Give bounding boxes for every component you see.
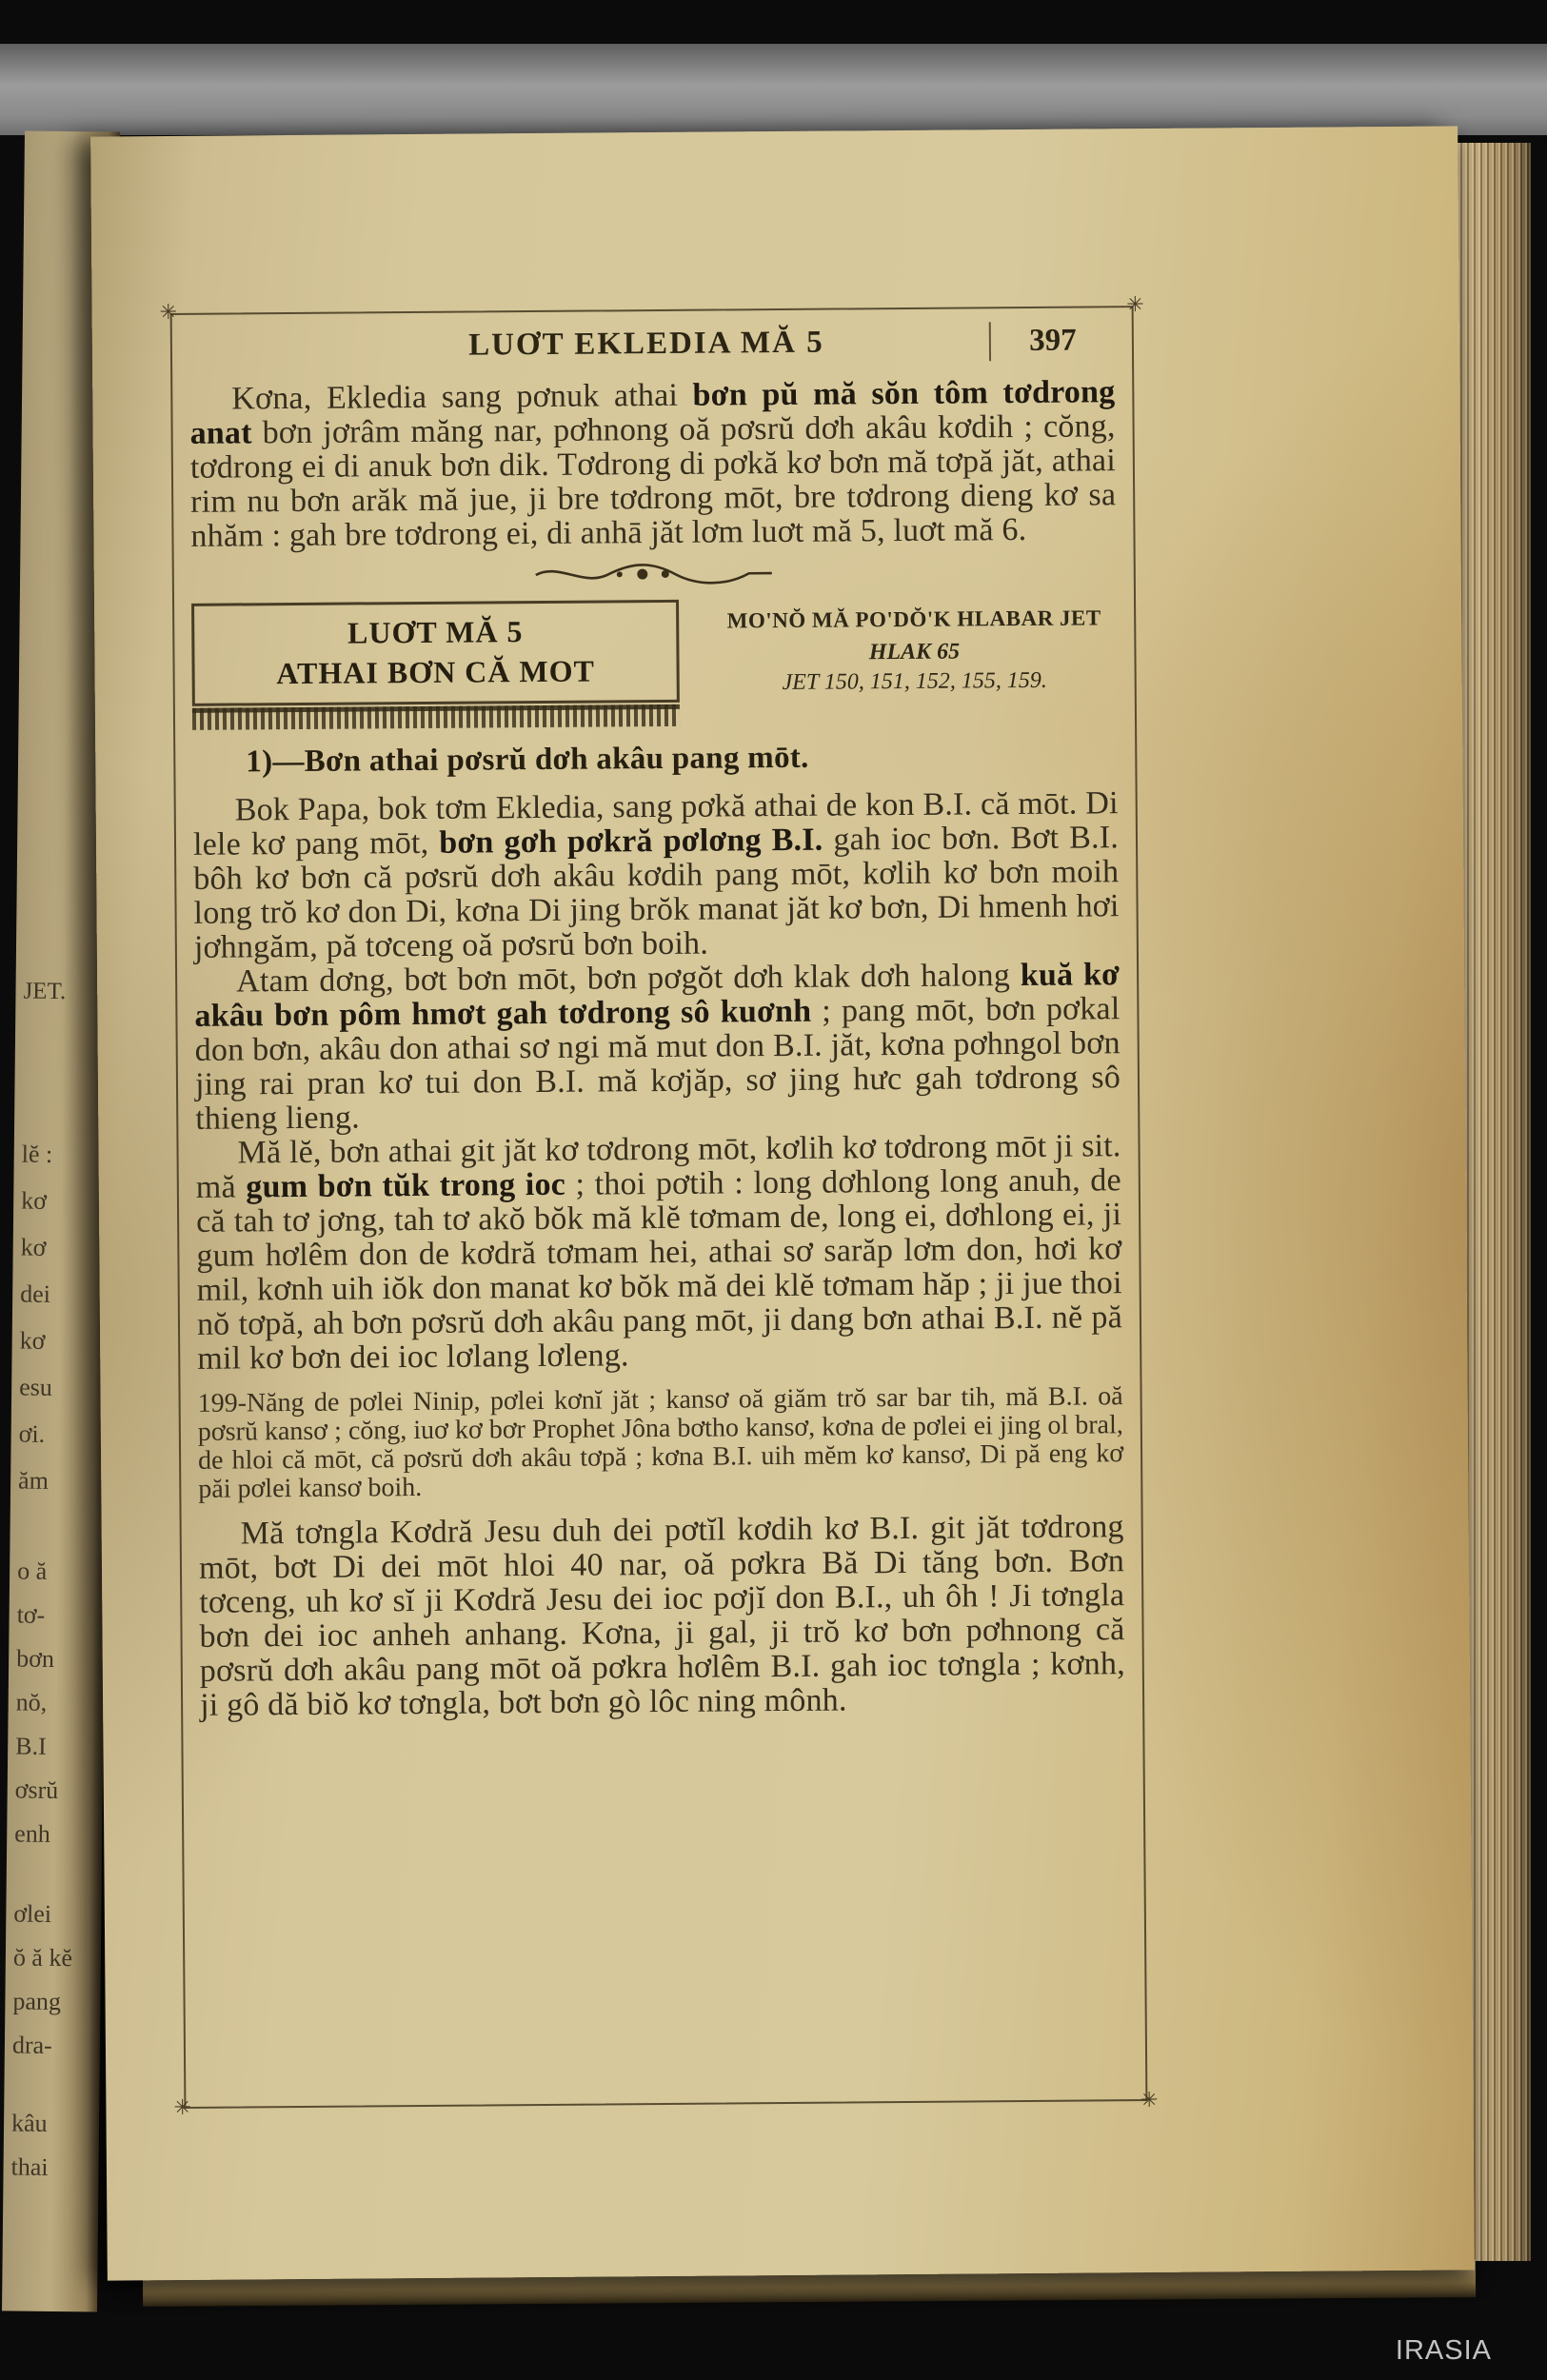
floret-icon: ✳ <box>159 300 178 326</box>
book-page <box>90 126 1475 2280</box>
section-header-row <box>191 596 1118 730</box>
paragraph-body <box>195 1129 1122 1377</box>
text-run: Mă lĕ, bơn athai git jăt kơ tơdrong mōt, kơlih kơ tơdrong mōt ji sit. mă <box>195 1128 1121 1205</box>
page-header <box>189 321 1115 367</box>
floret-icon: ✳ <box>173 2095 191 2121</box>
chapter-title-line1: LUƠT MĂ 5 <box>347 614 524 650</box>
scanner-background <box>0 44 1547 135</box>
text-run: Atam dơng, bơt bơn mōt, bơn pơgŏt dơh klak dơh halong <box>236 958 1021 1000</box>
chapter-title <box>191 600 680 706</box>
floret-icon: ✳ <box>1126 292 1144 318</box>
marginalia-fragment: lĕ : kơ kơ dei kơ esu ơi. ăm <box>17 1140 53 1495</box>
paragraph-intro <box>189 375 1116 554</box>
text-run: ; pang mōt, bơn pơkal don bơn, akâu don athai sơ ngi mă mut don B.I. jăt, kơna pơhngol bơn jing rai pran kơ tui don B.I. mă kơjăp, sơ jing hưc gah tơdrong sô thieng lieng. <box>194 991 1121 1137</box>
paragraph-body <box>193 786 1120 965</box>
text-run: Kơna, Ekledia sang pơnuk athai <box>231 377 693 417</box>
marginalia-fragment: JET. <box>23 978 67 1005</box>
fringe-ornament <box>192 704 680 730</box>
running-title: LUƠT EKLEDIA MĂ 5 <box>467 325 824 363</box>
paragraph-closing: Mă tơngla Kơdră Jesu duh dei pơtĭl kơdih kơ B.I. git jăt tơdrong mōt, bơt Di dei mōt hloi 40 nar, oă pơkra Bă Di tăng bơn. Bơn tơceng, uh kơ sĭ ji Kơdră Jesu dei ioc pơjĭ don B.I., uh ôh ! Ji tơngla bơn dei ioc anheh anhang. Kơna, ji gal, ji trŏ kơ bơn pơhnong că pơsrŭ dơh akâu pang mōt oă pơkra hơlêm B.I. gah ioc tơngla ; kơnh, ji gô dă biŏ kơ tơngla, bơt bơn gò lôc ning mônh. <box>198 1509 1125 1723</box>
watermark-irasia: IRASIA <box>1395 2335 1492 2366</box>
text-run-bold: kuă kơ akâu bơn pôm hmơt gah tơdrong sô kuơnh <box>194 957 1121 1034</box>
text-run-bold: bơn pŭ mă sŏn tôm tơdrong anat <box>189 374 1116 451</box>
ornament-divider <box>191 556 1117 596</box>
chapter-title-box <box>191 600 680 730</box>
text-run-bold: bơn gơh pơkră pơlơng B.I. <box>439 822 823 861</box>
marginalia-fragment: ơlei ŏ ă kĕ pang dra- <box>11 1899 73 2059</box>
text-run: gah ioc bơn. Bơt B.I. bôh kơ bơn că pơsrŭ dơh akâu kơdih pang mōt, kơlih kơ bơn moih long trŏ kơ don Di, kơna Di jing brŏk manat jăt kơ bơn, Di hmenh hơi jơhngăm, pă tơceng oă pơsrŭ bơn boih. <box>193 820 1120 965</box>
scripture-reference-block <box>711 596 1118 696</box>
text-frame <box>159 292 1159 2121</box>
reference-line2: HLAK 65 <box>868 639 961 665</box>
vine-flourish-icon <box>530 559 778 589</box>
reference-line3: JET 150, 151, 152, 155, 159. <box>782 667 1047 695</box>
text-run: ; thoi pơtih : long dơhlong long anuh, de că tah tơ jơng, tah tơ akŏ bŏk mă klĕ tơmam de, long ei, dơhlong ei, ji gum hơlêm don de kơdră tơmam hei, athai sơ sarăp lơm don, hơi kơ mil, kơnh uih iŏk don manat kơ bŏk mă dei klĕ tơmam hăp ; ji jue thoi nŏ tơpă, ah bơn pơsrŭ dơh akâu pang mōt, ji dang bơn athai B.I. nĕ pă mil kơ bơn dei ioc lơlang lơleng. <box>195 1162 1123 1377</box>
reference-line1: MO'NŎ MĂ PO'DŎ'K HLABAR JET <box>726 605 1101 633</box>
marginalia-fragment: o ă tơ- bơn nŏ, B.I ơsrŭ enh <box>14 1557 59 1848</box>
chapter-title-line2: ATHAI BƠN CĂ MOT <box>276 653 596 691</box>
text-run-bold: gum bơn tŭk trong ioc <box>246 1166 566 1205</box>
footnote: 199-Năng de pơlei Ninip, pơlei kơnĭ jăt ; kansơ oă giăm trŏ sar bar tih, mă B.I. oă pơsrŭ kansơ ; cŏng, iuơ kơ bơr Prophet Jôna bơtho kansơ, kơna de pơlei ei jing ol bral, de hloi că mōt, că pơsrŭ dơh akâu tơpă ; kơna B.I. uih mĕm kơ kansơ, Di pă eng kơ păi pơlei kansơ boih. <box>197 1381 1124 1504</box>
text-run: bơn jơrâm măng nar, pơhnong oă pơsrŭ dơh akâu kơdih ; cŏng, tơdrong ei di anuk bơn dik. Tơdrong di pơkă kơ bơn mă tơpă jăt, athai rim nu bơn arăk mă jue, ji bre tơdrong mōt, bre tơdrong dieng kơ sa nhăm : gah bre tơdrong ei, di anhā jăt lơm luơt mă 5, luơt mă 6. <box>189 408 1117 554</box>
marginalia-fragment: kâu thai <box>10 2109 49 2181</box>
paragraph-body <box>194 958 1121 1137</box>
page-number: 397 <box>989 321 1115 361</box>
section-heading: 1)—Bơn athai pơsrŭ dơh akâu pang mōt. <box>246 740 809 780</box>
text-run: Bok Papa, bok tơm Ekledia, sang pơkă athai de kon B.I. că mōt. Di lele kơ pang mōt, <box>192 785 1119 863</box>
floret-icon: ✳ <box>1140 2088 1159 2113</box>
